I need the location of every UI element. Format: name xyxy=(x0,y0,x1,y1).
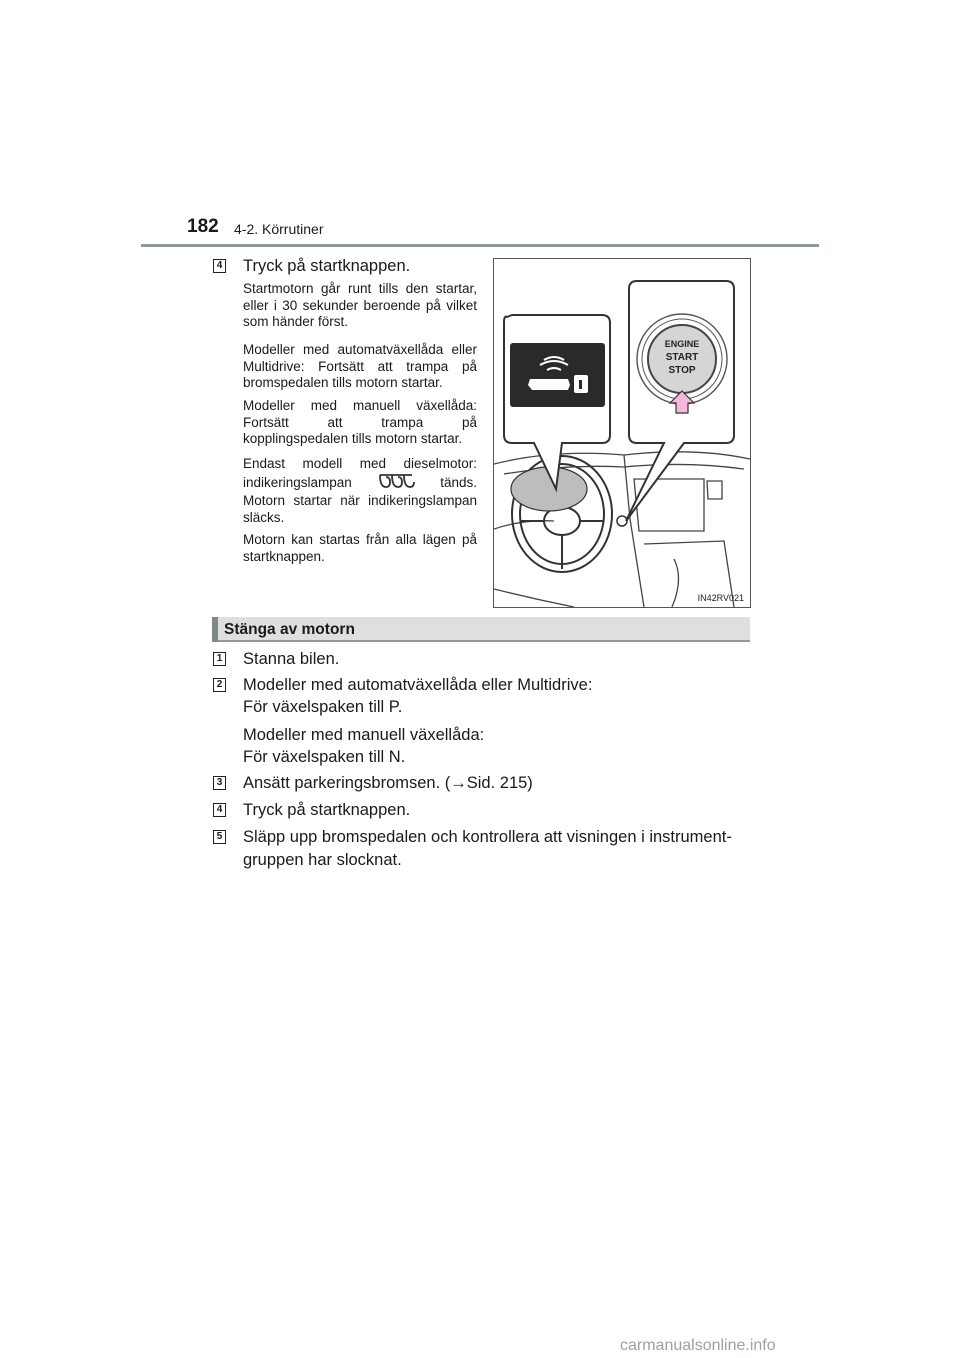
step-number-box: 3 xyxy=(213,776,226,790)
step-text: Tryck på startknappen. xyxy=(243,801,411,819)
section-title: 4-2. Körrutiner xyxy=(234,221,324,237)
figure-code: IN42RV021 xyxy=(697,593,744,603)
section-heading-accent xyxy=(212,617,218,642)
step-title: Tryck på startknappen. xyxy=(243,257,411,275)
step-text: Ansätt parkeringsbromsen. (→Sid. 215) xyxy=(243,774,533,792)
step-text: Modeller med manuell växellåda: xyxy=(243,726,485,744)
diesel-text-after: tänds. Motorn startar när indikeringslampan släcks. xyxy=(243,474,477,525)
dashboard-illustration xyxy=(493,258,751,608)
step-text: Släpp upp bromspedalen och kontrollera att visningen i instrument- xyxy=(243,828,732,846)
step-text: Modeller med automatväxellåda eller Multidrive: xyxy=(243,676,593,694)
watermark: carmanualsonline.info xyxy=(620,1337,776,1354)
step-number-box: 2 xyxy=(213,678,226,692)
step-text: Stanna bilen. xyxy=(243,650,340,668)
button-label-stop: STOP xyxy=(668,365,696,376)
step-text: För växelspaken till N. xyxy=(243,748,406,766)
diesel-text-before: Endast modell med dieselmotor: indikeringslampan xyxy=(243,456,477,490)
section-heading: Stänga av motorn xyxy=(224,621,355,638)
step-text: För växelspaken till P. xyxy=(243,698,403,716)
step-text: gruppen har slocknat. xyxy=(243,851,402,869)
page-number: 182 xyxy=(187,216,219,237)
header-rule xyxy=(141,244,819,247)
glow-plug-indicator-icon xyxy=(376,473,416,494)
step-number-box: 4 xyxy=(213,259,226,273)
paragraph-crank: Startmotorn går runt tills den startar, eller i 30 sekunder beroende på vilket som händer först. xyxy=(243,281,477,329)
step-number-box: 4 xyxy=(213,803,226,817)
button-label-start: START xyxy=(665,352,699,363)
step-number-box: 5 xyxy=(213,830,226,844)
paragraph-manual: Modeller med manuell växellåda: Fortsätt att trampa på kopplingspedalen tills motorn startar. xyxy=(243,398,477,446)
paragraph-automatic: Modeller med automatväxellåda eller Multidrive: Fortsätt att trampa på bromspedalen tills motorn startar. xyxy=(243,342,477,390)
paragraph-any-position: Motorn kan startas från alla lägen på startknappen. xyxy=(243,532,477,564)
step-number-box: 1 xyxy=(213,652,226,666)
paragraph-diesel xyxy=(243,456,477,526)
button-label-engine: ENGINE xyxy=(664,339,700,349)
